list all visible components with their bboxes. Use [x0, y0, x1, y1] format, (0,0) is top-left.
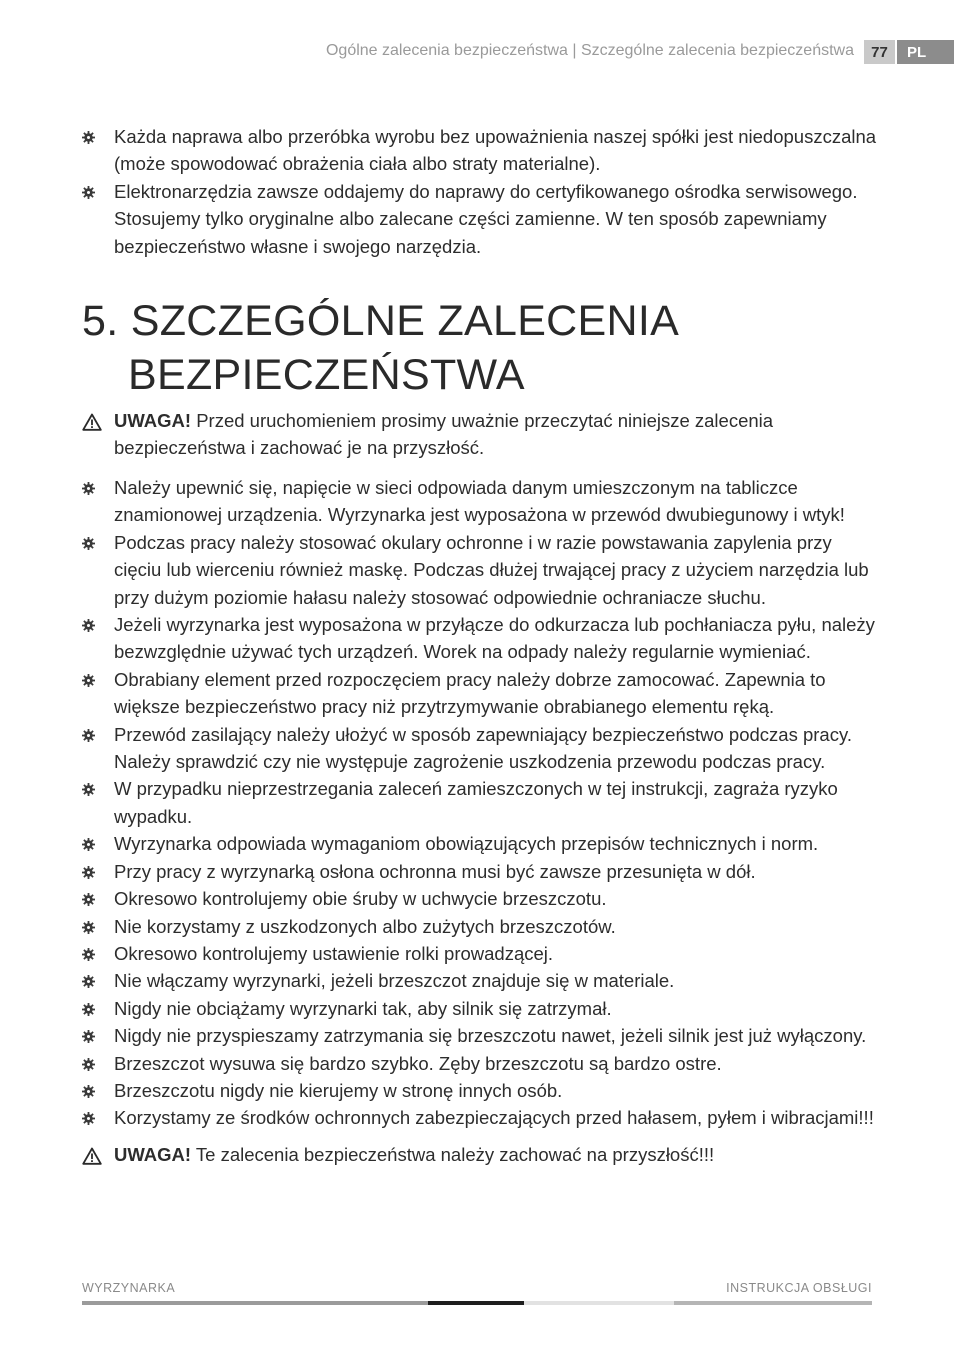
- list-item-text: Przewód zasilający należy ułożyć w sposób zapewniający bezpieczeństwo podczas pracy. Należy sprawdzić czy nie występuje zagrożenie uszkodzenia przewodu podczas pracy.: [114, 723, 852, 773]
- gear-icon: [82, 838, 95, 851]
- gear-icon: [82, 729, 95, 742]
- list-item-text: Okresowo kontrolujemy ustawienie rolki prowadzącej.: [114, 942, 554, 964]
- gear-icon: [82, 948, 95, 961]
- list-item-text: Nigdy nie przyspieszamy zatrzymania się brzeszczotu nawet, jeżeli silnik jest już wyłączony.: [114, 1025, 867, 1047]
- section-title: [82, 294, 679, 402]
- gear-icon: [82, 1085, 95, 1098]
- list-item: [82, 474, 882, 529]
- gear-icon: [82, 537, 95, 550]
- list-item-text: Brzeszczotu nigdy nie kierujemy w stronę innych osób.: [114, 1079, 563, 1101]
- list-item-text: Okresowo kontrolujemy obie śruby w uchwycie brzeszczotu.: [114, 888, 607, 910]
- gear-icon: [82, 619, 95, 632]
- list-item: [82, 885, 882, 912]
- list-item: [82, 1022, 882, 1049]
- language-badge: PL: [897, 40, 954, 64]
- bullet-list-specific: [82, 474, 882, 1132]
- list-item: [82, 666, 882, 721]
- footer-divider-segment: [674, 1301, 872, 1305]
- warning-label: UWAGA!: [114, 1144, 192, 1165]
- list-item-text: Nie korzystamy z uszkodzonych albo zużytych brzeszczotów.: [114, 915, 616, 937]
- gear-icon: [82, 1058, 95, 1071]
- gear-icon: [82, 1030, 95, 1043]
- footer-divider-segment: [428, 1301, 524, 1305]
- bullet-list-general: [82, 123, 882, 260]
- gear-icon: [82, 1112, 95, 1125]
- warning-text: Te zalecenia bezpieczeństwa należy zachować na przyszłość!!!: [191, 1144, 715, 1165]
- warning-label: UWAGA!: [114, 410, 192, 431]
- gear-icon: [82, 674, 95, 687]
- footer-product-name: WYRZYNARKA: [82, 1281, 176, 1295]
- warning-text: Przed uruchomieniem prosimy uważnie przeczytać niniejsze zalecenia bezpieczeństwa i zachować je na przyszłość.: [114, 410, 774, 459]
- warning-triangle-icon: [82, 1145, 102, 1172]
- list-item-text: Korzystamy ze środków ochronnych zabezpieczających przed hałasem, pyłem i wibracjami!!!: [114, 1107, 874, 1129]
- list-item: [82, 1104, 882, 1131]
- footer-divider-segment: [524, 1301, 674, 1305]
- list-item: [82, 830, 882, 857]
- footer-divider-segment: [82, 1301, 428, 1305]
- page-number: 77: [864, 40, 895, 64]
- list-item: [82, 995, 882, 1022]
- list-item: [82, 858, 882, 885]
- list-item: [82, 1050, 882, 1077]
- gear-icon: [82, 186, 95, 199]
- list-item: [82, 721, 882, 776]
- list-item: [82, 913, 882, 940]
- list-item-text: Obrabiany element przed rozpoczęciem pracy należy dobrze zamocować. Zapewnia to większe bezpieczeństwo pracy niż przytrzymywanie obrabianego elementu ręką.: [114, 668, 826, 718]
- section-title-line1: 5. SZCZEGÓLNE ZALECENIA: [82, 297, 680, 345]
- list-item-text: Wyrzynarka odpowiada wymaganiom obowiązujących przepisów technicznych i norm.: [114, 833, 819, 855]
- gear-icon: [82, 866, 95, 879]
- list-item: [82, 775, 882, 830]
- list-item-text: Nigdy nie obciążamy wyrzynarki tak, aby silnik się zatrzymał.: [114, 997, 612, 1019]
- footer-document-type: INSTRUKCJA OBSŁUGI: [726, 1281, 872, 1295]
- gear-icon: [82, 975, 95, 988]
- gear-icon: [82, 1003, 95, 1016]
- list-item-text: Nie włączamy wyrzynarki, jeżeli brzeszczot znajduje się w materiale.: [114, 970, 675, 992]
- warning-triangle-icon: [82, 411, 102, 438]
- header-breadcrumb: Ogólne zalecenia bezpieczeństwa | Szczególne zalecenia bezpieczeństwa: [325, 42, 854, 59]
- warning-note-2: [82, 1141, 882, 1168]
- list-item-text: Brzeszczot wysuwa się bardzo szybko. Zęby brzeszczotu są bardzo ostre.: [114, 1052, 722, 1074]
- gear-icon: [82, 482, 95, 495]
- list-item-text: Podczas pracy należy stosować okulary ochronne i w razie powstawania zapylenia przy cięciu lub wierceniu również maskę. Podczas dłużej trwającej pracy z użyciem narzędzia lub przy dużym poziomie hałasu należy stosować odpowiednie ochraniacze słuchu.: [114, 531, 869, 608]
- list-item: [82, 967, 882, 994]
- list-item-text: Przy pracy z wyrzynarką osłona ochronna musi być zawsze przesunięta w dół.: [114, 860, 756, 882]
- list-item-text: Jeżeli wyrzynarka jest wyposażona w przyłącze do odkurzacza lub pochłaniacza pyłu, należy bezwzględnie używać tych urządzeń. Worek na odpady należy regularnie wymieniać.: [114, 614, 875, 663]
- list-item: [82, 529, 882, 611]
- list-item-text: W przypadku nieprzestrzegania zaleceń zamieszczonych w tej instrukcji, zagraża ryzyko wypadku.: [114, 778, 838, 827]
- list-item: [82, 1077, 882, 1104]
- warning-note-1: [82, 407, 882, 462]
- gear-icon: [82, 893, 95, 906]
- list-item: [82, 123, 882, 178]
- gear-icon: [82, 783, 95, 796]
- list-item-text: Elektronarzędzia zawsze oddajemy do naprawy do certyfikowanego ośrodka serwisowego. Stosujemy tylko oryginalne albo zalecane części zamienne. W ten sposób zapewniamy bezpieczeństwo własne i swojego narzędzia.: [114, 180, 858, 257]
- list-item: [82, 611, 882, 666]
- gear-icon: [82, 921, 95, 934]
- list-item: [82, 178, 882, 260]
- list-item-text: Należy upewnić się, napięcie w sieci odpowiada danym umieszczonym na tabliczce znamionowej urządzenia. Wyrzynarka jest wyposażona w przewód dwubiegunowy i wtyk!: [114, 477, 845, 526]
- list-item: [82, 940, 882, 967]
- section-title-line2: BEZPIECZEŃSTWA: [128, 351, 525, 399]
- gear-icon: [82, 131, 95, 144]
- list-item-text: Każda naprawa albo przeróbka wyrobu bez upoważnienia naszej spółki jest niedopuszczalna (może spowodować obrażenia ciała albo straty materialne).: [114, 126, 877, 175]
